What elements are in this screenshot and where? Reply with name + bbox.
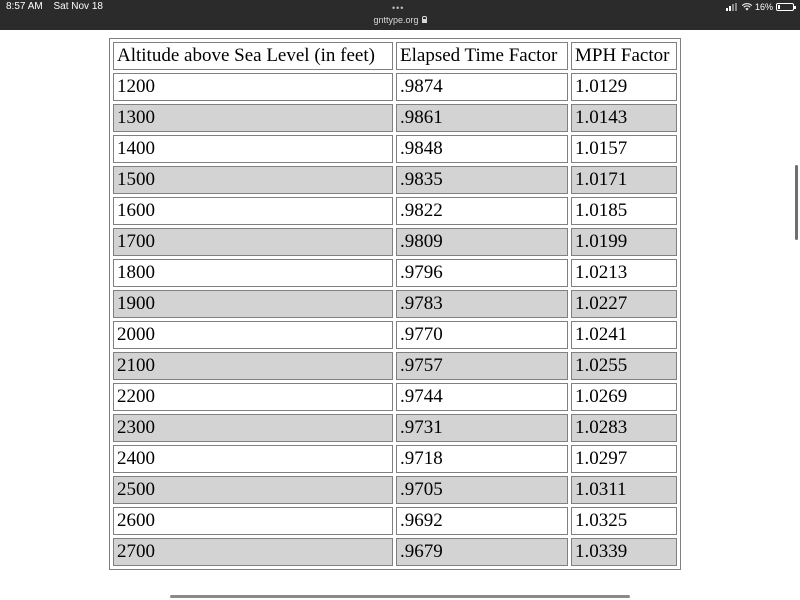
vertical-scrollbar[interactable] <box>795 165 798 240</box>
table-cell: 1.0227 <box>571 290 677 318</box>
status-time-date <box>6 1 111 12</box>
wifi-icon <box>742 3 752 11</box>
horizontal-scrollbar[interactable] <box>170 595 630 598</box>
table-row <box>113 290 677 318</box>
table-cell: 2600 <box>113 507 393 535</box>
table-cell: 1.0269 <box>571 383 677 411</box>
status-bar <box>0 0 800 30</box>
table-cell: 1.0339 <box>571 538 677 566</box>
table-cell: .9718 <box>396 445 568 473</box>
table-cell: .9770 <box>396 321 568 349</box>
battery-fill <box>778 5 780 9</box>
table-cell: 2500 <box>113 476 393 504</box>
table-cell: 1.0185 <box>571 197 677 225</box>
table-cell: 1.0129 <box>571 73 677 101</box>
column-header: Elapsed Time Factor <box>396 42 568 70</box>
table-body <box>113 73 677 566</box>
table-cell: 2100 <box>113 352 393 380</box>
table-row <box>113 259 677 287</box>
column-header: Altitude above Sea Level (in feet) <box>113 42 393 70</box>
table-row <box>113 197 677 225</box>
table-cell: .9757 <box>396 352 568 380</box>
table-cell: .9822 <box>396 197 568 225</box>
table-row <box>113 538 677 566</box>
table-cell: .9783 <box>396 290 568 318</box>
table-cell: .9874 <box>396 73 568 101</box>
url-text: gnttype.org <box>373 15 419 25</box>
table-row <box>113 383 677 411</box>
table-cell: 1.0143 <box>571 104 677 132</box>
table-cell: .9861 <box>396 104 568 132</box>
table-cell: 2400 <box>113 445 393 473</box>
table-cell: .9848 <box>396 135 568 163</box>
table-cell: 1.0255 <box>571 352 677 380</box>
table-cell: .9744 <box>396 383 568 411</box>
table-cell: .9796 <box>396 259 568 287</box>
battery-percent: 16% <box>754 2 773 12</box>
table-cell: 1300 <box>113 104 393 132</box>
page-content <box>0 30 800 600</box>
table-row <box>113 507 677 535</box>
table-cell: 1.0157 <box>571 135 677 163</box>
table-cell: 2200 <box>113 383 393 411</box>
status-date: Sat Nov 18 <box>53 1 103 12</box>
table-cell: 1.0325 <box>571 507 677 535</box>
table-cell: 1.0311 <box>571 476 677 504</box>
table-row <box>113 166 677 194</box>
table-row <box>113 135 677 163</box>
table-row <box>113 321 677 349</box>
table-cell: .9692 <box>396 507 568 535</box>
table-row <box>113 104 677 132</box>
table-row <box>113 73 677 101</box>
table-cell: 1400 <box>113 135 393 163</box>
table-cell: 1.0297 <box>571 445 677 473</box>
table-cell: .9679 <box>396 538 568 566</box>
more-dots-icon[interactable]: ••• <box>392 3 405 13</box>
table-cell: 1800 <box>113 259 393 287</box>
table-row <box>113 445 677 473</box>
table-cell: .9705 <box>396 476 568 504</box>
status-indicators <box>726 2 794 12</box>
table-cell: 1.0171 <box>571 166 677 194</box>
battery-icon <box>776 3 794 11</box>
table-cell: 1.0213 <box>571 259 677 287</box>
table-cell: .9835 <box>396 166 568 194</box>
altitude-factor-table <box>109 38 681 570</box>
table-cell: 1900 <box>113 290 393 318</box>
table-row <box>113 352 677 380</box>
table-cell: 1.0241 <box>571 321 677 349</box>
table-cell: .9809 <box>396 228 568 256</box>
status-time: 8:57 AM <box>6 1 43 12</box>
table-cell: 2700 <box>113 538 393 566</box>
table-cell: 2000 <box>113 321 393 349</box>
table-header-row <box>113 42 677 70</box>
table-row <box>113 476 677 504</box>
table-cell: 1600 <box>113 197 393 225</box>
column-header: MPH Factor <box>571 42 677 70</box>
lock-icon <box>422 19 427 23</box>
table-row <box>113 228 677 256</box>
table-cell: 1700 <box>113 228 393 256</box>
table-cell: 1.0199 <box>571 228 677 256</box>
table-cell: .9731 <box>396 414 568 442</box>
table-row <box>113 414 677 442</box>
table-cell: 2300 <box>113 414 393 442</box>
table-cell: 1.0283 <box>571 414 677 442</box>
cellular-signal-icon <box>726 3 738 11</box>
address-bar[interactable] <box>0 15 800 25</box>
table-cell: 1200 <box>113 73 393 101</box>
table-cell: 1500 <box>113 166 393 194</box>
